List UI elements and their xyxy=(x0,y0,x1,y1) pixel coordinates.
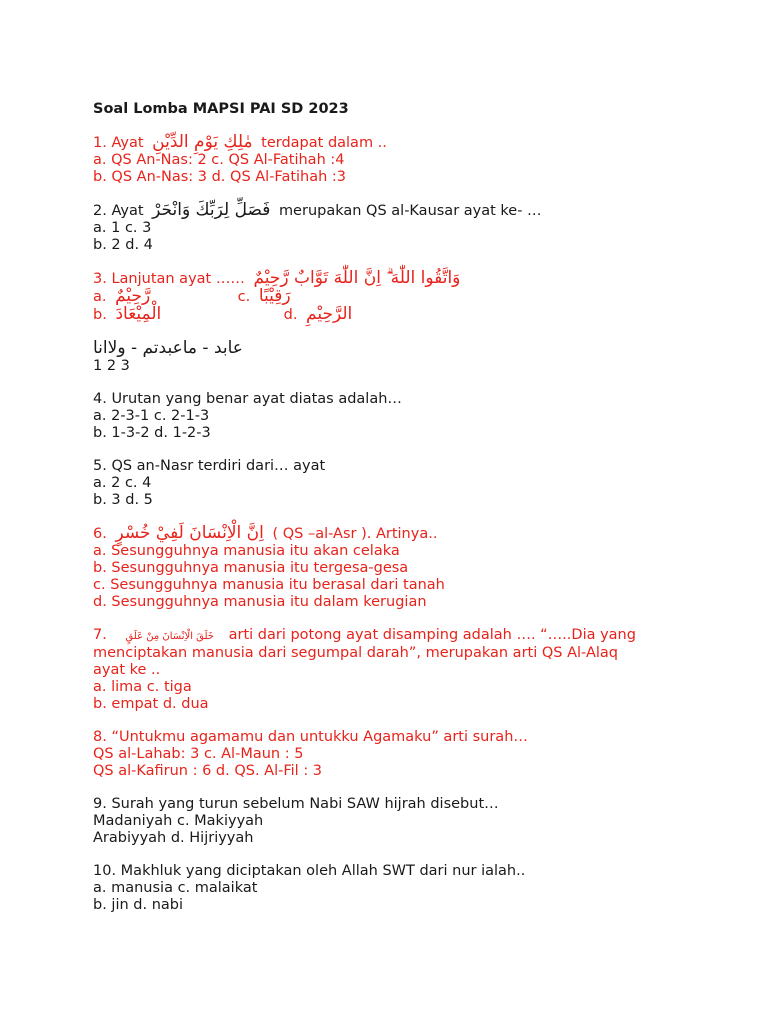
question-3-dots: …… xyxy=(215,271,245,287)
arabic-sequence-words: عابد - ماعبدتم - ولاانا xyxy=(93,338,243,358)
question-2-stem xyxy=(93,202,733,220)
question-3-options-row-2 xyxy=(93,306,733,324)
question-3-options-row-1 xyxy=(93,288,733,306)
question-4-option-a: a. 2-3-1 c. 2-1-3 xyxy=(93,408,210,424)
question-4-option-b: b. 1-3-2 d. 1-2-3 xyxy=(93,425,211,441)
document-title: Soal Lomba MAPSI PAI SD 2023 xyxy=(93,101,349,117)
question-5 xyxy=(93,458,733,509)
question-2-suffix: merupakan QS al-Kausar ayat ke- … xyxy=(278,203,542,219)
question-7-prefix: 7. xyxy=(93,627,107,643)
question-3-option-c-label: c. xyxy=(237,289,251,305)
arabic-sequence xyxy=(93,340,733,375)
question-2-option-b: b. 2 d. 4 xyxy=(93,237,153,253)
question-6-arabic: اِنَّ الْاِنْسَانَ لَفِيْ خُسْرٍ xyxy=(115,523,264,543)
question-6-option-d: d. Sesungguhnya manusia itu dalam kerugian xyxy=(93,594,427,610)
arabic-sequence-words-line xyxy=(93,340,733,358)
question-3-stem xyxy=(93,270,733,288)
question-10-option-a: a. manusia c. malaikat xyxy=(93,880,258,896)
question-6-prefix: 6. xyxy=(93,526,107,542)
question-3-arabic: وَاتَّقُوا اللّٰهَ ۗ اِنَّ اللّٰهَ تَوَّابٌ رَّحِيْمٌ xyxy=(253,268,461,288)
question-7-suffix: arti dari potong ayat disamping adalah …. “…..Dia yang xyxy=(228,627,636,643)
question-1-suffix: terdapat dalam .. xyxy=(261,135,387,151)
question-3 xyxy=(93,270,733,324)
question-9-option-a: Madaniyah c. Makiyyah xyxy=(93,813,264,829)
question-6-suffix: ( QS –al-Asr ). Artinya.. xyxy=(272,526,438,542)
question-3-option-a-label: a. xyxy=(93,289,107,305)
question-10-stem: 10. Makhluk yang diciptakan oleh Allah SWT dari nur ialah.. xyxy=(93,863,526,879)
question-2 xyxy=(93,202,733,254)
question-1-option-a: a. QS An-Nas: 2 c. QS Al-Fatihah :4 xyxy=(93,152,345,168)
question-7-arabic: خَلَقَ الْاِنْسَانَ مِنْ عَلَقٍ xyxy=(125,631,214,642)
question-4-stem: 4. Urutan yang benar ayat diatas adalah… xyxy=(93,391,402,407)
question-1 xyxy=(93,134,733,186)
question-4 xyxy=(93,391,733,442)
question-7 xyxy=(93,627,733,713)
question-7-stem-line-3: ayat ke .. xyxy=(93,662,161,678)
question-5-option-b: b. 3 d. 5 xyxy=(93,492,153,508)
question-3-option-b-arabic: الْمِيْعَادَ xyxy=(115,304,162,324)
question-2-arabic: فَصَلِّ لِرَبِّكَ وَانْحَرْ xyxy=(152,200,271,220)
question-8-stem: 8. “Untukmu agamamu dan untukku Agamaku” arti surah… xyxy=(93,729,528,745)
question-1-option-b: b. QS An-Nas: 3 d. QS Al-Fatihah :3 xyxy=(93,169,347,185)
question-6 xyxy=(93,525,733,611)
question-7-stem-line-2: menciptakan manusia dari segumpal darah”, merupakan arti QS Al-Alaq xyxy=(93,645,618,661)
question-7-stem xyxy=(93,627,733,645)
question-10 xyxy=(93,863,733,914)
question-3-option-a-arabic: رَّحِيْمٌ xyxy=(115,286,151,306)
question-5-option-a: a. 2 c. 4 xyxy=(93,475,152,491)
question-1-stem xyxy=(93,134,733,152)
document-body xyxy=(93,101,733,930)
question-1-prefix: 1. Ayat xyxy=(93,135,144,151)
question-3-option-d-arabic: الرَّحِيْمِ xyxy=(306,304,353,324)
question-3-option-c-arabic: رَقِيْبًا xyxy=(258,286,291,306)
question-3-option-d xyxy=(284,306,424,324)
question-1-arabic: مٰلِكِ يَوْمِ الدِّيْنِ xyxy=(152,132,253,152)
question-10-option-b: b. jin d. nabi xyxy=(93,897,184,913)
question-3-option-a xyxy=(93,288,233,306)
question-8-option-a: QS al-Lahab: 3 c. Al-Maun : 5 xyxy=(93,746,304,762)
question-6-stem xyxy=(93,525,733,543)
question-3-prefix: 3. Lanjutan ayat xyxy=(93,271,212,287)
question-2-option-a: a. 1 c. 3 xyxy=(93,220,152,236)
question-3-option-b-label: b. xyxy=(93,307,107,323)
question-6-option-c: c. Sesungguhnya manusia itu berasal dari tanah xyxy=(93,577,445,593)
question-8-option-b: QS al-Kafirun : 6 d. QS. Al-Fil : 3 xyxy=(93,763,323,779)
arabic-sequence-numbers: 1 2 3 xyxy=(93,358,130,374)
question-8 xyxy=(93,729,733,780)
question-3-option-b xyxy=(93,306,279,324)
question-9-option-b: Arabiyyah d. Hijriyyah xyxy=(93,830,254,846)
question-7-option-a: a. lima c. tiga xyxy=(93,679,192,695)
question-6-option-b: b. Sesungguhnya manusia itu tergesa-gesa xyxy=(93,560,409,576)
question-3-option-d-label: d. xyxy=(283,307,298,323)
question-6-option-a: a. Sesungguhnya manusia itu akan celaka xyxy=(93,543,400,559)
question-9 xyxy=(93,796,733,847)
question-5-stem: 5. QS an-Nasr terdiri dari… ayat xyxy=(93,458,326,474)
question-2-prefix: 2. Ayat xyxy=(93,203,144,219)
question-7-option-b: b. empat d. dua xyxy=(93,696,209,712)
question-9-stem: 9. Surah yang turun sebelum Nabi SAW hijrah disebut… xyxy=(93,796,499,812)
